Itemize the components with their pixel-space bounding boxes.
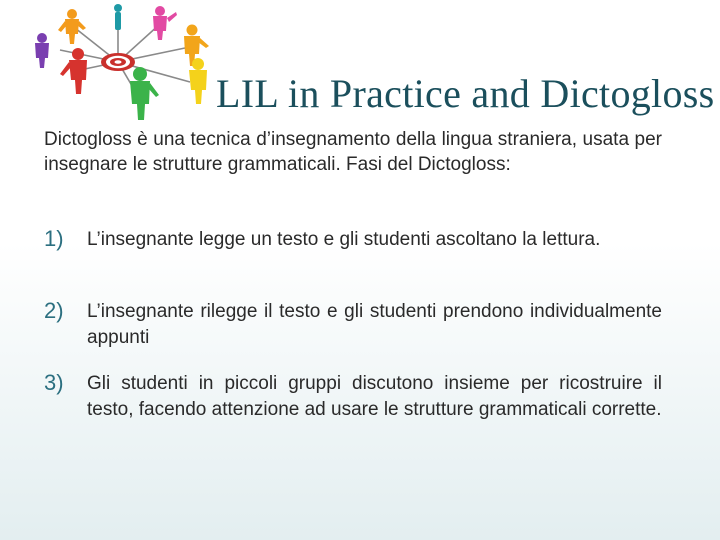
person-figure-purple [35,33,49,68]
target-icon [101,53,135,71]
list-item [44,299,662,351]
person-figure-pink [153,6,177,40]
person-figure-orange [58,9,86,44]
step-number: 1) [44,226,64,251]
person-figure-green [130,67,159,120]
step-text: Gli studenti in piccoli gruppi discutono insieme per ricostruire il testo, facendo attenzione ad usare le strutture grammaticali corrette. [87,373,662,420]
intro-paragraph: Dictogloss è una tecnica d’insegnamento della lingua straniera, usata per insegnare le strutture grammaticali. Fasi del Dictogloss: [44,129,662,175]
list-item [44,227,662,253]
person-figure-teal [114,4,122,30]
people-around-target-illustration [20,0,216,122]
slide-title: LIL in Practice and Dictogloss [216,71,715,116]
step-text: L’insegnante legge un testo e gli studenti ascoltano la lettura. [87,229,601,250]
step-number: 3) [44,370,64,395]
step-text: L’insegnante rilegge il testo e gli studenti prendono individualmente appunti [87,301,662,348]
person-figure-red [60,48,87,94]
list-item [44,371,662,423]
step-number: 2) [44,298,64,323]
